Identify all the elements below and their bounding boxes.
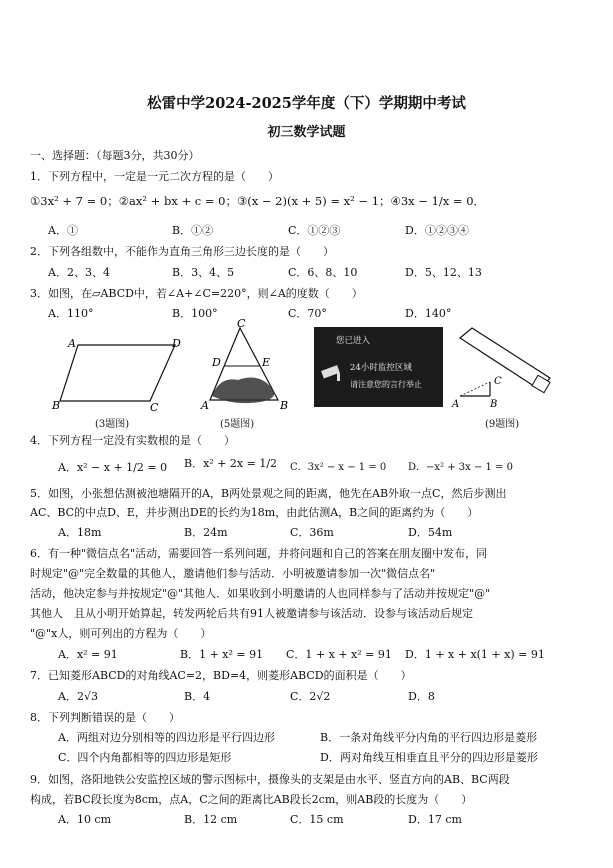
exam-title: 松雷中学2024-2025学年度（下）学期期中考试 bbox=[147, 95, 466, 112]
q5-option-d[interactable]: D．54m bbox=[408, 526, 453, 539]
q7-option-a[interactable]: A．2√3 bbox=[58, 690, 98, 703]
exam-subtitle: 初三数学试题 bbox=[267, 125, 346, 140]
sign-text-entered: 您已进入 bbox=[336, 336, 371, 346]
q7-option-d[interactable]: D．8 bbox=[408, 690, 435, 703]
q4-option-c[interactable]: C．3x² − x − 1 = 0 bbox=[290, 462, 387, 473]
figure-9-caption: (9题图) bbox=[485, 419, 520, 430]
q6-option-a[interactable]: A．x² = 91 bbox=[58, 648, 118, 661]
q3-option-c[interactable]: C．70° bbox=[288, 307, 327, 320]
q3-option-d[interactable]: D．140° bbox=[405, 307, 452, 320]
q6-line-4: 其他人 且从小明开始算起，转发两轮后共有91人被邀请参与该活动．设参与该活动后规定 bbox=[30, 607, 473, 620]
q7-stem: 7．已知菱形ABCD的对角线AC=2，BD=4，则菱形ABCD的面积是（ ） bbox=[30, 669, 412, 682]
q5-option-a[interactable]: A．18m bbox=[58, 526, 102, 539]
camera-icon bbox=[320, 363, 346, 383]
fig5-label-d: D bbox=[212, 356, 221, 369]
q8-option-b[interactable]: B．一条对角线平分内角的平行四边形是菱形 bbox=[320, 731, 538, 744]
q1-option-d[interactable]: D．①②③④ bbox=[405, 224, 469, 237]
q4-option-d[interactable]: D．−x² + 3x − 1 = 0 bbox=[408, 462, 513, 473]
q3-option-b[interactable]: B．100° bbox=[172, 307, 218, 320]
q2-stem: 2．下列各组数中，不能作为直角三角形三边长度的是（ ） bbox=[30, 245, 334, 258]
q5-option-c[interactable]: C．36m bbox=[290, 526, 334, 539]
q6-option-c[interactable]: C．1 + x + x² = 91 bbox=[286, 648, 392, 661]
fig3-label-b: B bbox=[52, 399, 61, 412]
q9-line-2: 构成，若BC段长度为8cm，点A，C之间的距离比AB段长2cm，则AB段的长度为（ ） bbox=[30, 793, 473, 806]
q2-option-d[interactable]: D．5、12、13 bbox=[405, 266, 482, 279]
q8-stem: 8．下列判断错误的是（ ） bbox=[30, 711, 180, 724]
figure-3-caption: (3题图) bbox=[95, 419, 130, 430]
figure-5-caption: (5题图) bbox=[220, 419, 255, 430]
fig5-label-a: A bbox=[201, 399, 209, 412]
q5-line-2: AC、BC的中点D、E，并步测出DE的长约为18m，由此估测A，B之间的距离约为（ ） bbox=[30, 506, 479, 519]
q4-stem: 4．下列方程一定没有实数根的是（ ） bbox=[30, 434, 235, 447]
sign-text-notice: 请注意您的言行举止 bbox=[350, 380, 422, 389]
figure-5-triangle bbox=[198, 318, 293, 413]
q9-option-b[interactable]: B．12 cm bbox=[184, 813, 238, 826]
q9-line-1: 9．如图，洛阳地铁公安监控区域的警示图标中，摄像头的支架是由水平、竖直方向的AB、BC两段 bbox=[30, 773, 510, 786]
q8-option-d[interactable]: D．两对角线互相垂直且平分的四边形是菱形 bbox=[320, 751, 538, 764]
fig9-label-a: A bbox=[452, 399, 460, 410]
q6-option-d[interactable]: D．1 + x + x(1 + x) = 91 bbox=[405, 648, 545, 661]
q3-option-a[interactable]: A．110° bbox=[48, 307, 94, 320]
fig5-label-b: B bbox=[280, 399, 289, 412]
q6-option-b[interactable]: B．1 + x² = 91 bbox=[180, 648, 264, 661]
q7-option-b[interactable]: B．4 bbox=[184, 690, 211, 703]
q1-option-a[interactable]: A．① bbox=[48, 224, 78, 237]
q2-option-a[interactable]: A．2、3、4 bbox=[48, 266, 110, 279]
fig5-label-c: C bbox=[237, 318, 246, 330]
q9-option-c[interactable]: C．15 cm bbox=[290, 813, 344, 826]
surveillance-sign-image bbox=[314, 327, 443, 407]
pond-shape bbox=[212, 378, 274, 404]
q2-option-c[interactable]: C．6、8、10 bbox=[288, 266, 358, 279]
q9-option-d[interactable]: D．17 cm bbox=[408, 813, 462, 826]
q6-line-5: "@"x人，则可列出的方程为（ ） bbox=[30, 627, 212, 640]
fig3-label-c: C bbox=[150, 401, 159, 413]
section-heading: 一、选择题：（每题3分，共30分） bbox=[30, 149, 200, 162]
q8-option-c[interactable]: C．四个内角都相等的四边形是矩形 bbox=[58, 751, 232, 764]
q3-stem: 3．如图，在▱ABCD中，若∠A+∠C=220°，则∠A的度数（ ） bbox=[30, 287, 363, 300]
q2-option-b[interactable]: B．3、4、5 bbox=[172, 266, 235, 279]
fig9-label-b: B bbox=[490, 399, 498, 410]
q5-option-b[interactable]: B．24m bbox=[184, 526, 228, 539]
q6-line-1: 6．有一种"微信点名"活动，需要回答一系列问题，并将问题和自己的答案在朋友圈中发布，同 bbox=[30, 547, 488, 560]
q8-option-a[interactable]: A．两组对边分别相等的四边形是平行四边形 bbox=[58, 731, 275, 744]
q1-stem: 1．下列方程中，一定是一元二次方程的是（ ） bbox=[30, 170, 279, 183]
fig9-label-c: C bbox=[494, 376, 502, 387]
q7-option-c[interactable]: C．2√2 bbox=[290, 690, 331, 703]
q4-option-a[interactable]: A．x² − x + 1/2 = 0 bbox=[58, 461, 168, 474]
q5-line-1: 5．如图，小张想估测被池塘隔开的A，B两处景观之间的距离，他先在AB外取一点C，然后步测出 bbox=[30, 487, 507, 500]
q9-option-a[interactable]: A．10 cm bbox=[58, 813, 112, 826]
q1-equations: ①3x² + 7 = 0；②ax² + bx + c = 0；③(x − 2)(x + 5) = x² − 1；④3x − 1/x = 0． bbox=[30, 194, 486, 208]
q1-option-b[interactable]: B．①② bbox=[172, 224, 214, 237]
figure-9-camera bbox=[450, 326, 560, 412]
q1-option-c[interactable]: C．①②③ bbox=[288, 224, 341, 237]
fig3-label-a: A bbox=[68, 337, 76, 350]
sign-text-24h: 24小时监控区域 bbox=[350, 363, 412, 373]
q6-line-2: 时规定"@"完全数量的其他人，邀请他们参与活动．小明被邀请参加一次"微信点名" bbox=[30, 567, 436, 580]
q6-line-3: 活动，他决定参与并按规定"@"其他人．如果收到小明邀请的人也同样参与了活动并按规定"@" bbox=[30, 587, 491, 600]
q4-option-b[interactable]: B．x² + 2x = 1/2 bbox=[184, 457, 278, 470]
fig5-label-e: E bbox=[262, 356, 271, 369]
figure-3-parallelogram bbox=[50, 335, 190, 413]
fig3-label-d: D bbox=[172, 337, 181, 350]
